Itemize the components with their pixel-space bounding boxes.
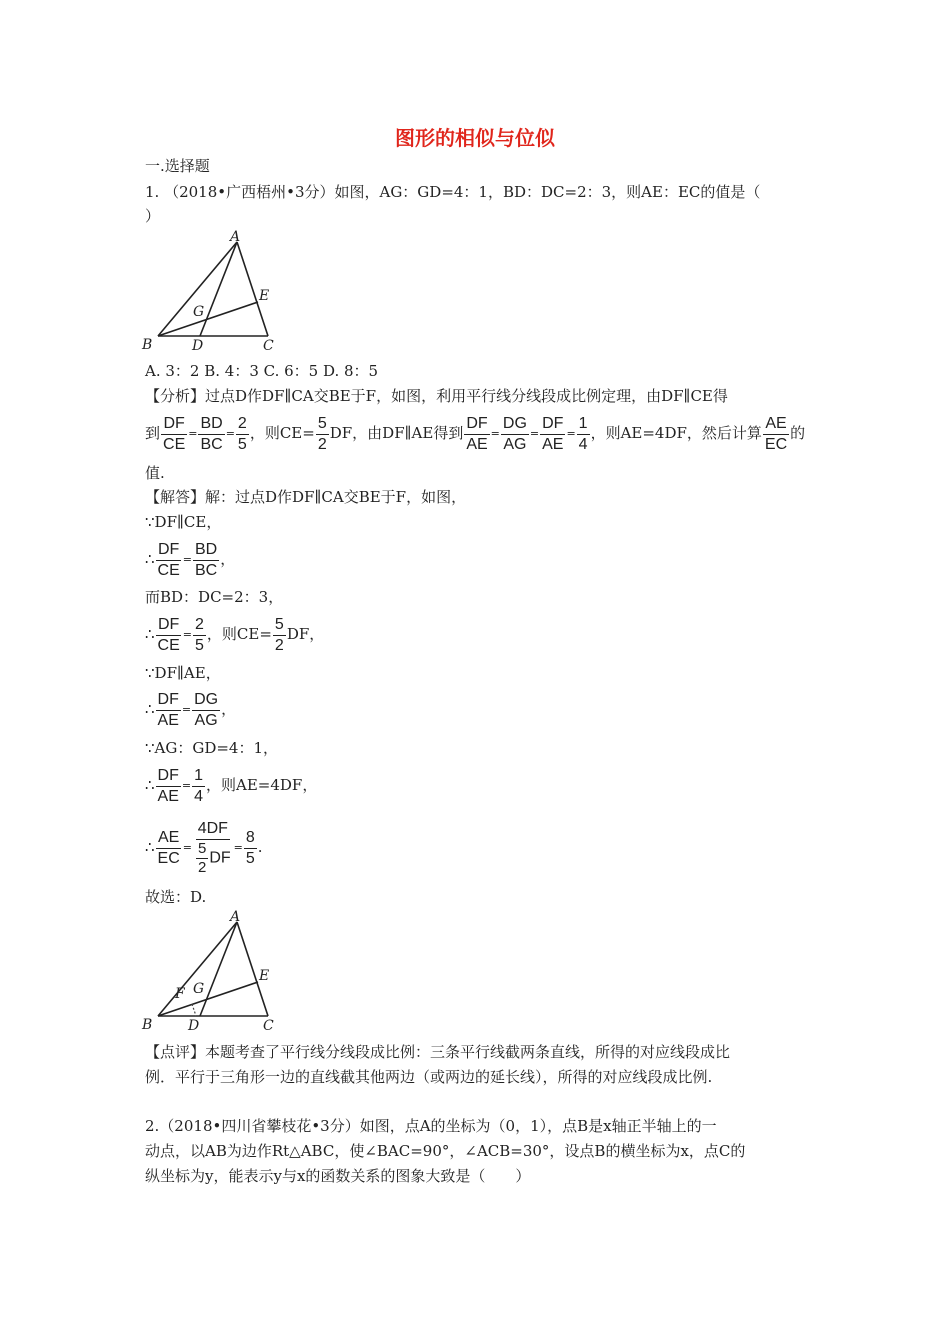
q1-analysis-line2: 到 $\frac{DF}{CE}$ = $\frac{BD}{BC}$ = $\frac{2}{5}$ ，则CE= $\frac{5}{2}$ DF，由DF∥AE得到 $\frac{DF}{AE}$ = $\frac{DG}{AG}$ = $\frac{DF}{AE}$ = $\frac{1}{4}$ ，则AE=4DF，然后计算 $\frac{AE}{EC}$ 的 <box>145 414 806 453</box>
q1-eq5: ∴ $\frac{AE}{EC}$ = 4DF $\frac{5}{2}$ DF = $\frac{8}{5}$ . <box>145 820 263 876</box>
q1-comment-line1: 【点评】本题考查了平行线分线段成比例：三条平行线截两条直线，所得的对应线段成比 <box>145 1043 731 1061</box>
label-D: D <box>188 1018 200 1033</box>
q2-line2: 动点，以AB为边作Rt△ABC，使∠BAC=90°，∠ACB=30°，设点B的横坐标为x，点C的 <box>145 1142 746 1160</box>
frac: $\frac{DF}{AE}$ <box>466 414 488 453</box>
q1-solution-line1: 【解答】解：过点D作DF∥CA交BE于F，如图， <box>145 488 467 506</box>
label-G: G <box>193 304 205 320</box>
frac: $\frac{DG}{AG}$ <box>502 414 527 453</box>
label-C: C <box>263 338 274 353</box>
frac: $\frac{AE}{EC}$ <box>764 414 788 453</box>
q1-eq2: ∴ $\frac{DF}{CE}$ = $\frac{2}{5}$ ，则CE= $\frac{5}{2}$ DF， <box>145 615 325 654</box>
q1-options: A. 3：2 B. 4：3 C. 6：5 D. 8：5 <box>145 362 379 380</box>
label-C: C <box>263 1018 274 1033</box>
q1-because-1: ∵DF∥CE， <box>145 513 222 531</box>
frac: $\frac{5}{2}$ <box>198 840 207 876</box>
frac: $\frac{1}{4}$ <box>194 766 204 805</box>
label-B: B <box>142 337 153 353</box>
q1-because-3: ∵AG：GD=4：1， <box>145 739 279 757</box>
label-E: E <box>259 288 270 304</box>
frac: $\frac{DF}{AE}$ <box>157 690 179 729</box>
label-G: G <box>193 981 205 997</box>
frac: $\frac{BD}{BC}$ <box>195 540 218 579</box>
q1-choose: 故选：D. <box>145 888 207 906</box>
frac: $\frac{DF}{AE}$ <box>157 766 179 805</box>
frac: $\frac{2}{5}$ <box>237 414 247 453</box>
label-B: B <box>142 1017 153 1033</box>
frac: $\frac{5}{2}$ <box>317 414 327 453</box>
q1-stem-line1: 1. （2018•广西梧州•3分）如图，AG：GD=4：1，BD：DC=2：3，则AE：EC的值是（ <box>145 183 761 201</box>
frac: $\frac{DF}{CE}$ <box>157 615 180 654</box>
frac: $\frac{2}{5}$ <box>195 615 204 654</box>
frac: $\frac{DG}{AG}$ <box>194 690 219 729</box>
q1-comment-line2: 例．平行于三角形一边的直线截其他两边（或两边的延长线），所得的对应线段成比例. <box>145 1068 713 1086</box>
q1-given: 而BD：DC=2：3， <box>145 588 284 606</box>
frac: $\frac{BD}{BC}$ <box>200 414 223 453</box>
q1-stem-line2: ） <box>145 207 161 225</box>
frac: $\frac{DF}{CE}$ <box>163 414 186 453</box>
q1-figure-1 <box>140 228 285 353</box>
q2-line1: 2.（2018•四川省攀枝花•3分）如图，点A的坐标为（0，1），点B是x轴正半轴上的一 <box>145 1117 717 1135</box>
q1-because-2: ∵DF∥AE， <box>145 664 221 682</box>
q1-eq4: ∴ $\frac{DF}{AE}$ = $\frac{1}{4}$ ，则AE=4DF， <box>145 766 318 805</box>
q1-analysis-line1: 【分析】过点D作DF∥CA交BE于F，如图，利用平行线分线段成比例定理，由DF∥CE得 <box>145 387 728 405</box>
label-E: E <box>259 968 270 984</box>
q1-analysis-line3: 值. <box>145 464 165 482</box>
frac: $\frac{1}{4}$ <box>578 414 588 453</box>
label-D: D <box>192 338 204 353</box>
frac: $\frac{DF}{AE}$ <box>542 414 564 453</box>
page-title: 图形的相似与位似 <box>395 126 555 150</box>
frac: 4DF $\frac{5}{2}$ DF <box>197 820 231 876</box>
q2-line3: 纵坐标为y，能表示y与x的函数关系的图象大致是（ ） <box>145 1167 531 1185</box>
q1-figure-2 <box>140 908 285 1033</box>
q1-eq1: ∴ $\frac{DF}{CE}$ = $\frac{BD}{BC}$ ， <box>145 540 236 579</box>
frac: $\frac{5}{2}$ <box>274 615 284 654</box>
label-F: F <box>175 986 185 1002</box>
section-heading: 一.选择题 <box>145 157 210 175</box>
label-A: A <box>230 229 241 245</box>
q1-eq3: ∴ $\frac{DF}{AE}$ = $\frac{DG}{AG}$ ， <box>145 690 237 729</box>
frac: $\frac{DF}{CE}$ <box>157 540 180 579</box>
frac: $\frac{8}{5}$ <box>245 828 255 867</box>
label-A: A <box>230 909 241 925</box>
frac: $\frac{AE}{EC}$ <box>157 828 180 867</box>
